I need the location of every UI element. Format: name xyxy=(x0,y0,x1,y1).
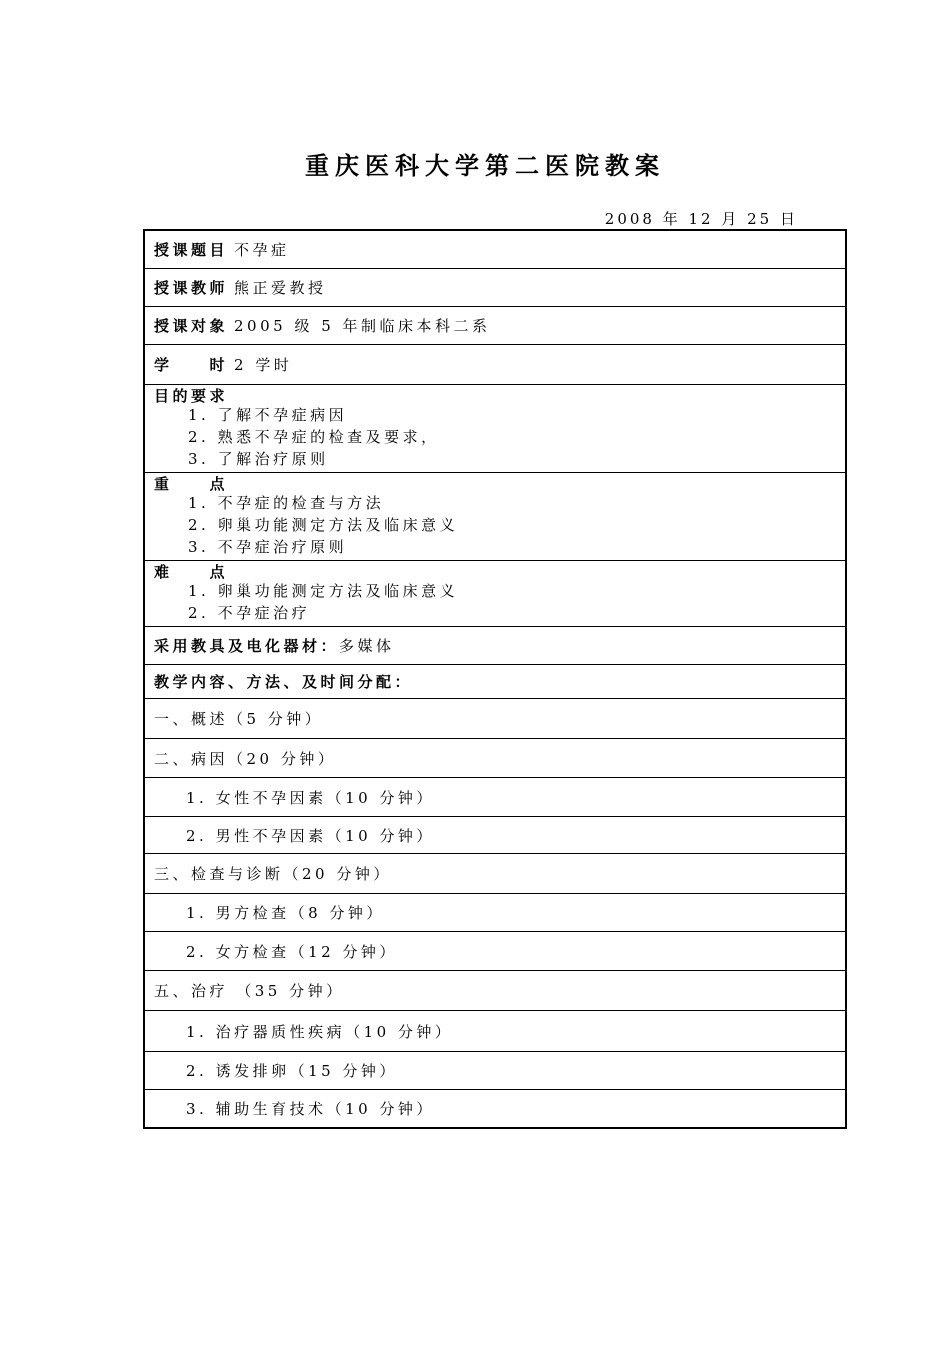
content-row xyxy=(145,816,845,853)
objectives-block xyxy=(145,384,845,472)
materials-value: 多媒体 xyxy=(339,637,395,655)
key-point-item: 2. 卵巢功能测定方法及临床意义 xyxy=(188,516,459,534)
content-row xyxy=(145,777,845,816)
topic-label: 授课题目 xyxy=(154,241,229,259)
content-row-text: 3. 辅助生育技术（10 分钟） xyxy=(186,1100,435,1118)
teacher-label: 授课教师 xyxy=(154,279,229,297)
key-points-block xyxy=(145,472,845,560)
teacher-row xyxy=(145,268,845,306)
content-header-row xyxy=(145,664,845,698)
content-row-text: 二、病因（20 分钟） xyxy=(154,749,337,768)
content-row-text: 2. 女方检查（12 分钟） xyxy=(186,942,398,961)
document-title: 重庆医科大学第二医院教案 xyxy=(305,152,665,180)
content-row xyxy=(145,738,845,777)
difficult-points-label: 难 点 xyxy=(154,563,229,581)
content-row xyxy=(145,893,845,931)
key-point-item: 1. 不孕症的检查与方法 xyxy=(188,494,385,512)
objective-item: 1. 了解不孕症病因 xyxy=(188,406,348,424)
content-row xyxy=(145,853,845,893)
materials-row xyxy=(145,626,845,664)
content-row-text: 一、概述（5 分钟） xyxy=(154,710,324,728)
difficult-points-block xyxy=(145,560,845,626)
key-points-label: 重 点 xyxy=(154,475,229,493)
content-row-text: 1. 治疗器质性疾病（10 分钟） xyxy=(186,1022,454,1041)
content-row xyxy=(145,698,845,738)
content-row-text: 五、治疗 （35 分钟） xyxy=(154,982,345,1000)
document-date: 2008 年 12 月 25 日 xyxy=(604,210,798,228)
content-row-text: 1. 男方检查（8 分钟） xyxy=(186,904,385,922)
content-row xyxy=(145,1051,845,1089)
key-point-item: 3. 不孕症治疗原则 xyxy=(188,538,348,556)
audience-label: 授课对象 xyxy=(154,317,229,335)
content-row-text: 1. 女性不孕因素（10 分钟） xyxy=(186,788,435,807)
objective-item: 3. 了解治疗原则 xyxy=(188,450,329,468)
hours-value: 2 学时 xyxy=(234,356,293,374)
materials-label: 采用教具及电化器材： xyxy=(154,637,340,655)
content-row-text: 三、检查与诊断（20 分钟） xyxy=(154,865,392,883)
content-row xyxy=(145,931,845,970)
hours-label: 学 时 xyxy=(154,356,229,374)
topic-value: 不孕症 xyxy=(234,241,290,259)
audience-value: 2005 级 5 年制临床本科二系 xyxy=(234,317,491,335)
difficult-point-item: 2. 不孕症治疗 xyxy=(188,604,311,622)
content-label: 教学内容、方法、及时间分配： xyxy=(154,673,414,691)
lesson-plan-table xyxy=(143,229,847,1129)
difficult-point-item: 1. 卵巢功能测定方法及临床意义 xyxy=(188,582,459,600)
hours-row xyxy=(145,344,845,384)
content-row xyxy=(145,970,845,1010)
teacher-value: 熊正爱教授 xyxy=(234,279,327,297)
objectives-label: 目的要求 xyxy=(154,387,229,405)
content-row xyxy=(145,1089,845,1127)
content-row-text: 2. 男性不孕因素（10 分钟） xyxy=(186,826,435,845)
content-row xyxy=(145,1010,845,1051)
audience-row xyxy=(145,306,845,344)
objective-item: 2. 熟悉不孕症的检查及要求， xyxy=(188,428,440,446)
topic-row xyxy=(145,231,845,268)
content-row-text: 2. 诱发排卵（15 分钟） xyxy=(186,1062,398,1080)
